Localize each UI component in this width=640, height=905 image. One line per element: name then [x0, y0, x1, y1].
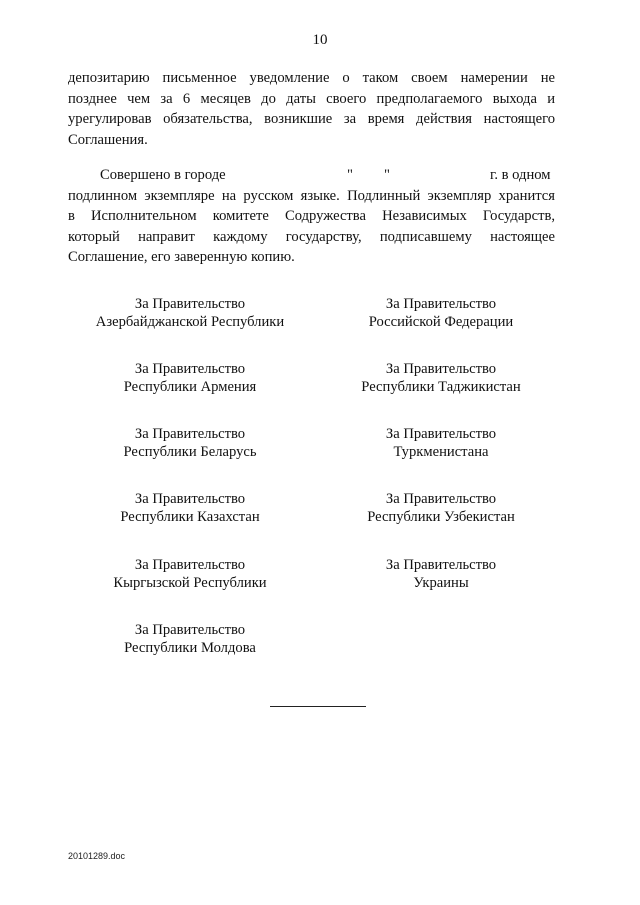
- signature-country: Республики Армения: [123, 379, 257, 395]
- signature-country: Туркменистана: [393, 444, 489, 460]
- signature-country: Азербайджанской Республики: [95, 314, 285, 330]
- paragraph-withdrawal-terms: [68, 68, 555, 150]
- signature-block-armenia: [70, 360, 310, 396]
- signature-country: Республики Таджикистан: [361, 379, 521, 395]
- signature-heading: За Правительство: [134, 557, 246, 573]
- signature-heading: За Правительство: [385, 491, 497, 507]
- paragraph-line: в Исполнительном комитете Содружества Независимых Государств,: [68, 208, 555, 224]
- signature-block-belarus: [70, 425, 310, 461]
- signature-block-kyrgyzstan: [70, 556, 310, 592]
- signature-heading: За Правительство: [134, 361, 246, 377]
- signature-heading: За Правительство: [134, 491, 246, 507]
- signature-heading: За Правительство: [385, 296, 497, 312]
- signature-country: Республики Молдова: [124, 640, 256, 656]
- signature-country: Республики Узбекистан: [367, 509, 515, 525]
- signature-heading: За Правительство: [385, 361, 497, 377]
- signature-country: Украины: [413, 575, 469, 591]
- signature-heading: За Правительство: [134, 622, 246, 638]
- signature-block-moldova: [70, 621, 310, 657]
- paragraph-line: подлинном экземпляре на русском языке. Подлинный экземпляр хранится: [68, 187, 555, 204]
- paragraph-line: позднее чем за 6 месяцев до даты своего предполагаемого выхода и: [68, 90, 555, 107]
- signature-block-turkmenistan: [321, 425, 561, 461]
- paragraph-line: который направит каждому государству, подписавшему настоящее: [68, 228, 555, 245]
- signature-country: Российской Федерации: [368, 314, 514, 330]
- signature-country: Республики Казахстан: [120, 509, 260, 525]
- paragraph-line: Соглашение, его заверенную копию.: [68, 249, 295, 265]
- signature-heading: За Правительство: [385, 426, 497, 442]
- footer-filename: 20101289.doc: [68, 851, 126, 861]
- signature-block-uzbekistan: [321, 490, 561, 526]
- quote-close: ": [384, 167, 390, 183]
- paragraph-execution-clause: [68, 165, 555, 268]
- signature-heading: За Правительство: [385, 557, 497, 573]
- quote-open: ": [347, 167, 353, 183]
- signature-block-ukraine: [321, 556, 561, 592]
- signature-block-kazakhstan: [70, 490, 310, 526]
- signature-heading: За Правительство: [134, 426, 246, 442]
- signature-block-tajikistan: [321, 360, 561, 396]
- signature-country: Кыргызской Республики: [113, 575, 267, 591]
- signature-block-azerbaijan: [70, 295, 310, 331]
- signature-country: Республики Беларусь: [123, 444, 257, 460]
- execution-year-text: г. в одном: [490, 167, 551, 183]
- end-divider: [270, 706, 366, 707]
- signature-heading: За Правительство: [134, 296, 246, 312]
- signature-block-russia: [321, 295, 561, 331]
- paragraph-line: депозитарию письменное уведомление о таком своем намерении не: [68, 70, 555, 86]
- execution-place-line: [68, 165, 555, 186]
- paragraph-line: урегулировав обязательства, возникшие за время действия настоящего: [68, 111, 555, 127]
- paragraph-line: Соглашения.: [68, 131, 148, 148]
- page-number: 10: [312, 32, 328, 48]
- execution-place-text: Совершено в городе: [100, 167, 226, 183]
